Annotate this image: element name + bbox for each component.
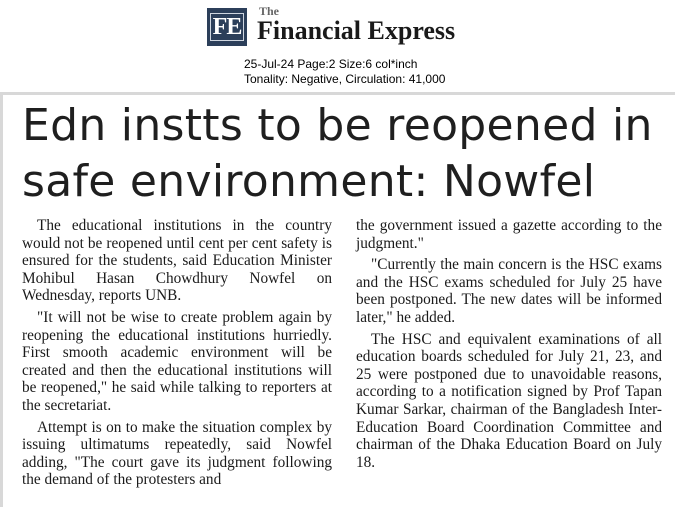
publisher-name: Financial Express — [257, 16, 456, 45]
article-headline — [22, 98, 667, 210]
clipping-border-top — [0, 92, 675, 95]
paragraph: "It will not be wise to create problem again by reopening the educational institutions hurriedly. First smooth academic environment will be created and then the educational institutions will be reopened," he said while talking to reporters at the secretariat. — [22, 308, 332, 414]
paragraph: The educational institutions in the country would not be reopened until cent per cent safety is ensured for the students, said Education Minister Mohibul Hasan Chowdhury Nowfel on Wednesday, reports UNB. — [22, 217, 332, 305]
paragraph: Attempt is on to make the situation complex by issuing ultimatums repeatedly, said Nowfel adding, "The court gave its judgment following the demand of the protesters and — [22, 418, 332, 489]
article-column-right — [356, 217, 662, 471]
masthead — [0, 0, 675, 92]
publication-logo — [207, 8, 247, 46]
logo-text: FE — [210, 13, 245, 41]
headline-line-1: Edn instts to be reopened in — [22, 100, 653, 151]
clip-meta-date-page: 25-Jul-24 Page:2 Size:6 col*inch — [244, 57, 418, 71]
clipping-border-left — [0, 92, 3, 507]
article-column-left — [22, 217, 332, 489]
paragraph-continued: the government issued a gazette according to the judgment." — [356, 217, 662, 252]
paragraph: "Currently the main concern is the HSC exams and the HSC exams scheduled for July 25 have been postponed. The new dates will be informed later," he added. — [356, 256, 662, 326]
headline-line-2: safe environment: Nowfel — [22, 156, 596, 207]
paragraph: The HSC and equivalent examinations of all education boards scheduled for July 21, 23, and 25 were postponed due to unavoidable reasons, according to a notification signed by Prof Tapan Kumar Sarkar, chairman of the Bangladesh Inter-Education Board Coordination Committee and chairman of the Dhaka Education Board on July 18. — [356, 330, 662, 471]
clip-meta-tonality: Tonality: Negative, Circulation: 41,000 — [244, 72, 446, 86]
publisher-prefix: The — [259, 4, 280, 18]
